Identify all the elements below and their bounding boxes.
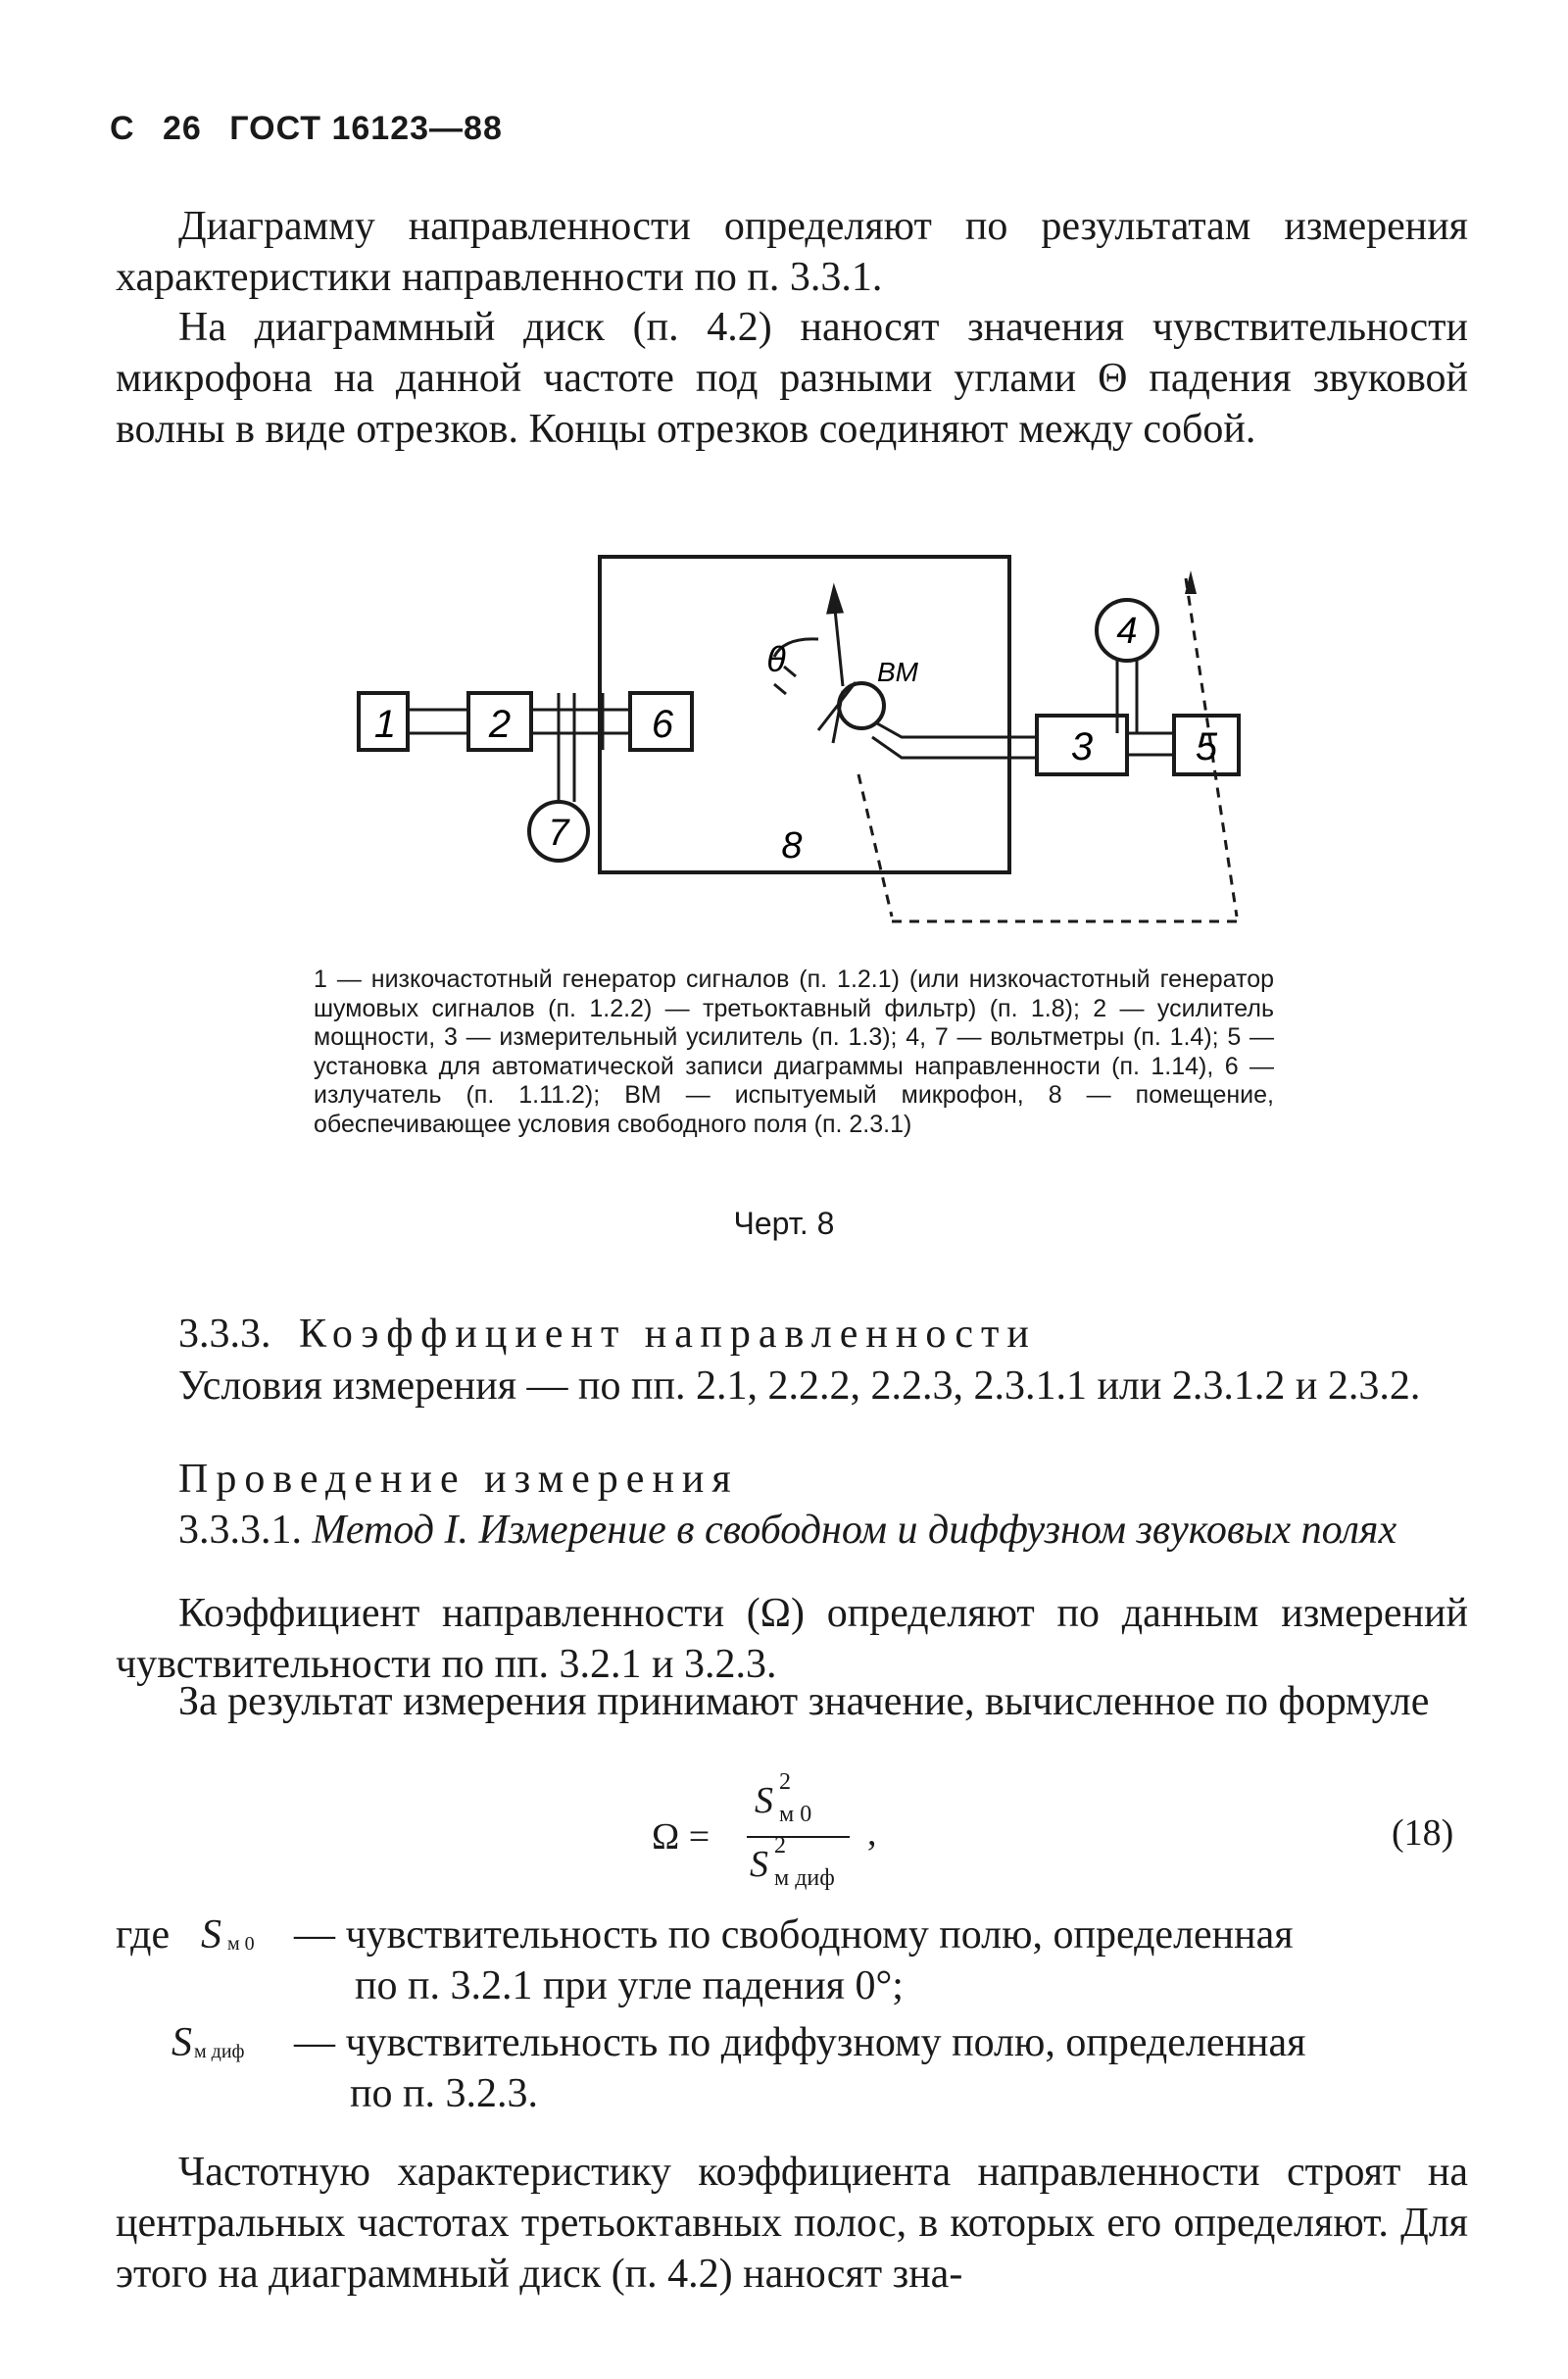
section-number: 3.3.3. — [178, 1312, 271, 1357]
paragraph-2: На диаграммный диск (п. 4.2) наносят значения чувствительности микрофона на данной частоте под разными углами Θ падения звуковой волны в виде отрезков. Концы отрезков соединяют между собой. — [116, 305, 1468, 452]
label-2: 2 — [488, 703, 512, 746]
section-3-3-3-1 — [116, 1505, 1468, 1556]
where-desc-2-cont: по п. 3.2.3. — [350, 2071, 538, 2116]
paragraph-4: За результат измерения принимают значение, вычисленное по формуле — [178, 1679, 1430, 1724]
paragraph-3: Коэффициент направленности (Ω) определяют по данным измерений чувствительности по пп. 3.2.1 и 3.2.3. — [116, 1591, 1468, 1687]
subsection-title: Метод I. Измерение в свободном и диффузном звуковых полях — [312, 1508, 1397, 1553]
formula-numerator-sub: м 0 — [779, 1802, 812, 1827]
label-3: 3 — [1070, 725, 1094, 768]
where-desc-2: — чувствительность по диффузному полю, определенная — [294, 2020, 1306, 2065]
equation-number: (18) — [1392, 1812, 1454, 1854]
paragraph-1: Диаграмму направленности определяют по результатам измерения характеристики направленности по п. 3.3.1. — [116, 204, 1468, 300]
conditions-paragraph: Условия измерения — по пп. 2.1, 2.2.2, 2.2.3, 2.3.1.1 или 2.3.1.2 и 2.3.2. — [178, 1363, 1421, 1409]
where-symbol-1: S — [201, 1912, 221, 1958]
formula-denominator-sub: м диф — [774, 1865, 835, 1891]
section-title: Коэффициент направленности — [299, 1312, 1037, 1357]
formula-numerator-symbol: S — [755, 1780, 773, 1821]
label-theta: θ — [766, 639, 786, 679]
where-word: где — [116, 1912, 171, 1958]
where-symbol-2-sub: м диф — [194, 2041, 245, 2062]
formula-denominator-symbol: S — [750, 1844, 768, 1885]
label-4: 4 — [1116, 611, 1138, 652]
procedure-heading: Проведение измерения — [178, 1457, 739, 1502]
label-bm: ВМ — [877, 657, 918, 687]
where-symbol-2: S — [172, 2020, 192, 2065]
subsection-number: 3.3.3.1. — [178, 1508, 302, 1553]
label-8: 8 — [781, 825, 803, 867]
where-symbol-1-sub: м 0 — [227, 1933, 255, 1955]
fraction-bar — [747, 1836, 850, 1838]
section-3-3-3 — [116, 1309, 1468, 1360]
paragraph-5: Частотную характеристику коэффициента направленности строят на центральных частотах третьоктавных полос, в которых его определяют. Для этого на диаграммный диск (п. 4.2) наносят зна- — [116, 2150, 1468, 2297]
header-prefix: С — [110, 110, 135, 147]
formula-denominator-power: 2 — [774, 1833, 786, 1859]
where-desc-1: — чувствительность по свободному полю, определенная — [294, 1912, 1294, 1958]
formula-comma: , — [867, 1812, 877, 1854]
formula-numerator-power: 2 — [779, 1769, 791, 1795]
label-6: 6 — [651, 703, 674, 746]
label-1: 1 — [373, 703, 397, 746]
figure-caption: 1 — низкочастотный генератор сигналов (п. 1.2.1) (или низкочастотный генератор шумовых сигналов (п. 1.2.2) — третьоктавный фильтр) (п. 1.8); 2 — усилитель мощности, 3 — измерительный усилитель (п. 1.3); 4, 7 — вольтметры (п. 1.4); 5 — установка для автоматической записи диаграммы направленности (п. 1.14), 6 — излучатель (п. 1.11.2); ВМ — испытуемый микрофон, 8 — помещение, обеспечивающее условия свободного поля (п. 2.3.1) — [314, 966, 1274, 1138]
page-number: 26 — [163, 110, 202, 147]
standard-number: ГОСТ 16123—88 — [229, 110, 503, 147]
label-5: 5 — [1195, 725, 1218, 768]
formula-lhs: Ω = — [652, 1816, 710, 1858]
figure-label: Черт. 8 — [733, 1206, 835, 1241]
where-desc-1-cont: по п. 3.2.1 при угле падения 0°; — [355, 1963, 904, 2008]
microphone-circle — [839, 683, 884, 728]
label-7: 7 — [548, 813, 569, 854]
